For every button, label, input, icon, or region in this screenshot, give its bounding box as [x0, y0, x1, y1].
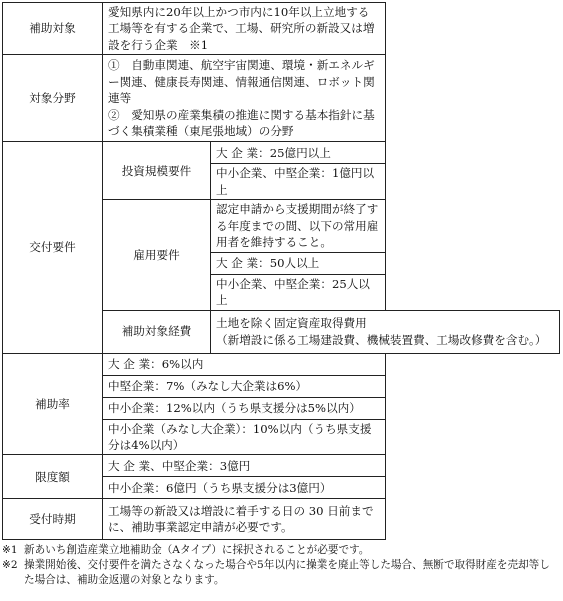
timing-text: 工場等の新設又は増設に着手する日の 30 日前までに、補助事業認定申請が必要です。	[103, 499, 386, 540]
requirements-label: 交付要件	[3, 142, 103, 353]
footnote-1	[2, 543, 560, 558]
subsidy-table	[2, 2, 560, 540]
expense-label: 補助対象経費	[103, 310, 211, 353]
employment-intro: 認定申請から支援期間が終了する年度までの間、以下の常用雇用者を維持すること。	[211, 200, 386, 252]
limit-sme: 中小企業：6億円（うち県支援分は3億円）	[103, 477, 386, 499]
limit-large: 大 企 業、中堅企業：3億円	[103, 455, 386, 477]
rate-sme-deemed: 中小企業（みなし大企業）：10%以内（うち県支援分は4%以内）	[103, 419, 386, 455]
field-item-2: ② 愛知県の産業集積の推進に関する基本指針に基づく集積業種（東尾張地域）の分野	[108, 107, 375, 139]
investment-large: 大 企 業：25億円以上	[211, 142, 386, 164]
footnote-text-2: 操業開始後、交付要件を満たさなくなった場合や5年以内に操業を廃止等した場合、無断で取得財産を売却等した場合は、補助金返還の対象となります。	[24, 559, 550, 587]
limit-label: 限度額	[3, 455, 103, 499]
row-limit-1	[3, 455, 560, 477]
footnote-text-1: 新あいち創造産業立地補助金（Aタイプ）に採択されることが必要です。	[24, 544, 370, 556]
rate-midsize: 中堅企業：7%（みなし大企業は6%）	[103, 375, 386, 397]
expense-text	[211, 310, 560, 353]
row-rate-1	[3, 353, 560, 375]
footnote-mark-1: ※1	[2, 544, 18, 556]
field-label: 対象分野	[3, 55, 103, 142]
employment-large: 大 企 業：50人以上	[211, 252, 386, 274]
row-req-invest-1	[3, 142, 560, 164]
expense-text-2: （新増設に係る工場建設費、機械装置費、工場改修費を含む。）	[216, 332, 547, 347]
rate-sme: 中小企業：12%以内（うち県支援分は5%以内）	[103, 397, 386, 419]
field-item-1: ① 自動車関連、航空宇宙関連、環境・新エネルギー関連、健康長寿関連、情報通信関連、ロボット関連等	[108, 58, 375, 106]
employment-sme: 中小企業、中堅企業：25人以上	[211, 274, 386, 310]
row-timing	[3, 499, 560, 540]
row-target	[3, 3, 560, 55]
footnote-2	[2, 558, 560, 588]
field-items	[103, 55, 386, 142]
employment-label: 雇用要件	[103, 200, 211, 310]
rate-label: 補助率	[3, 353, 103, 455]
expense-text-1: 土地を除く固定資産取得費用	[216, 316, 367, 331]
row-field	[3, 55, 560, 142]
investment-label: 投資規模要件	[103, 142, 211, 200]
investment-sme: 中小企業、中堅企業：1億円以上	[211, 164, 386, 200]
timing-label: 受付時期	[3, 499, 103, 540]
footnote-mark-2: ※2	[2, 559, 18, 572]
target-label: 補助対象	[3, 3, 103, 55]
rate-large: 大 企 業：6%以内	[103, 353, 386, 375]
target-text: 愛知県内に20年以上かつ市内に10年以上立地する工場等を有する企業で、工場、研究所の新設又は増設を行う企業 ※1	[103, 3, 386, 55]
footnotes	[2, 543, 560, 588]
